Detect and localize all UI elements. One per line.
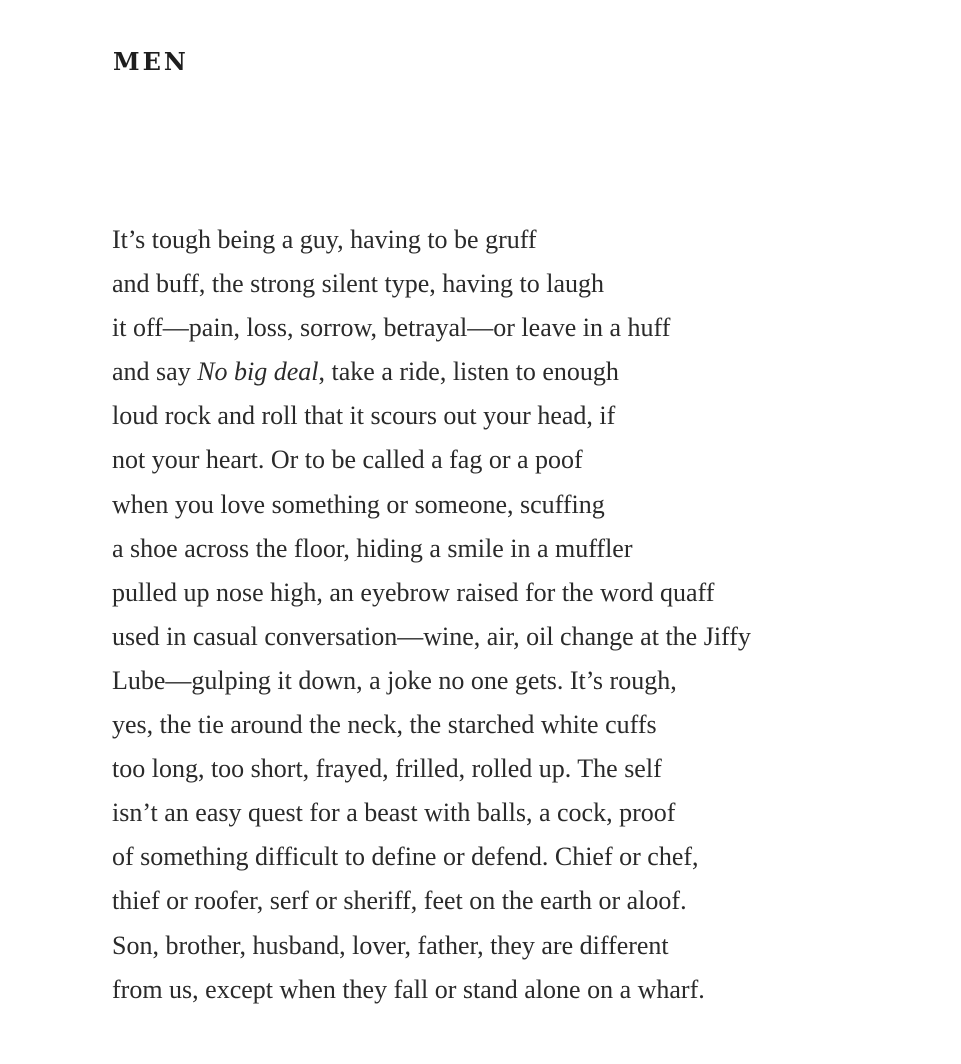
poem-line-17: Son, brother, husband, lover, father, they are different: [112, 930, 669, 960]
poem-line-4-start: and say: [112, 357, 198, 387]
poem-line-3: it off—pain, loss, sorrow, betrayal—or leave in a huff: [112, 313, 671, 343]
poem-line-15: of something difficult to define or defend. Chief or chef,: [112, 842, 699, 872]
poem-line-18: from us, except when they fall or stand alone on a wharf.: [112, 974, 705, 1004]
poem-line-8: a shoe across the floor, hiding a smile in a muffler: [112, 533, 633, 563]
poem-line-9: pulled up nose high, an eyebrow raised for the word quaff: [112, 577, 715, 607]
poem-line-16: thief or roofer, serf or sheriff, feet on the earth or aloof.: [112, 886, 687, 916]
poem-line-11: Lube—gulping it down, a joke no one gets. It’s rough,: [112, 665, 677, 695]
poem-line-12: yes, the tie around the neck, the starched white cuffs: [112, 710, 657, 740]
poem-line-7: when you love something or someone, scuffing: [112, 489, 605, 519]
poem-line-2: and buff, the strong silent type, having to laugh: [112, 269, 604, 299]
poem-line-6: not your heart. Or to be called a fag or a poof: [112, 445, 583, 475]
poem-line-4: [112, 350, 932, 394]
poem-line-14: isn’t an easy quest for a beast with balls, a cock, proof: [112, 798, 676, 828]
poem-line-1: It’s tough being a guy, having to be gruff: [112, 225, 537, 254]
poem-line-4-end: , take a ride, listen to enough: [318, 357, 619, 387]
poem-title: MEN: [113, 47, 189, 76]
poem-body: [112, 218, 932, 1012]
poem-line-5: loud rock and roll that it scours out your head, if: [112, 401, 616, 431]
poem-line-13: too long, too short, frayed, frilled, rolled up. The self: [112, 754, 662, 784]
poem-line-10: used in casual conversation—wine, air, oil change at the Jiffy: [112, 621, 751, 651]
poem-line-4-italic: No big deal: [197, 357, 319, 387]
